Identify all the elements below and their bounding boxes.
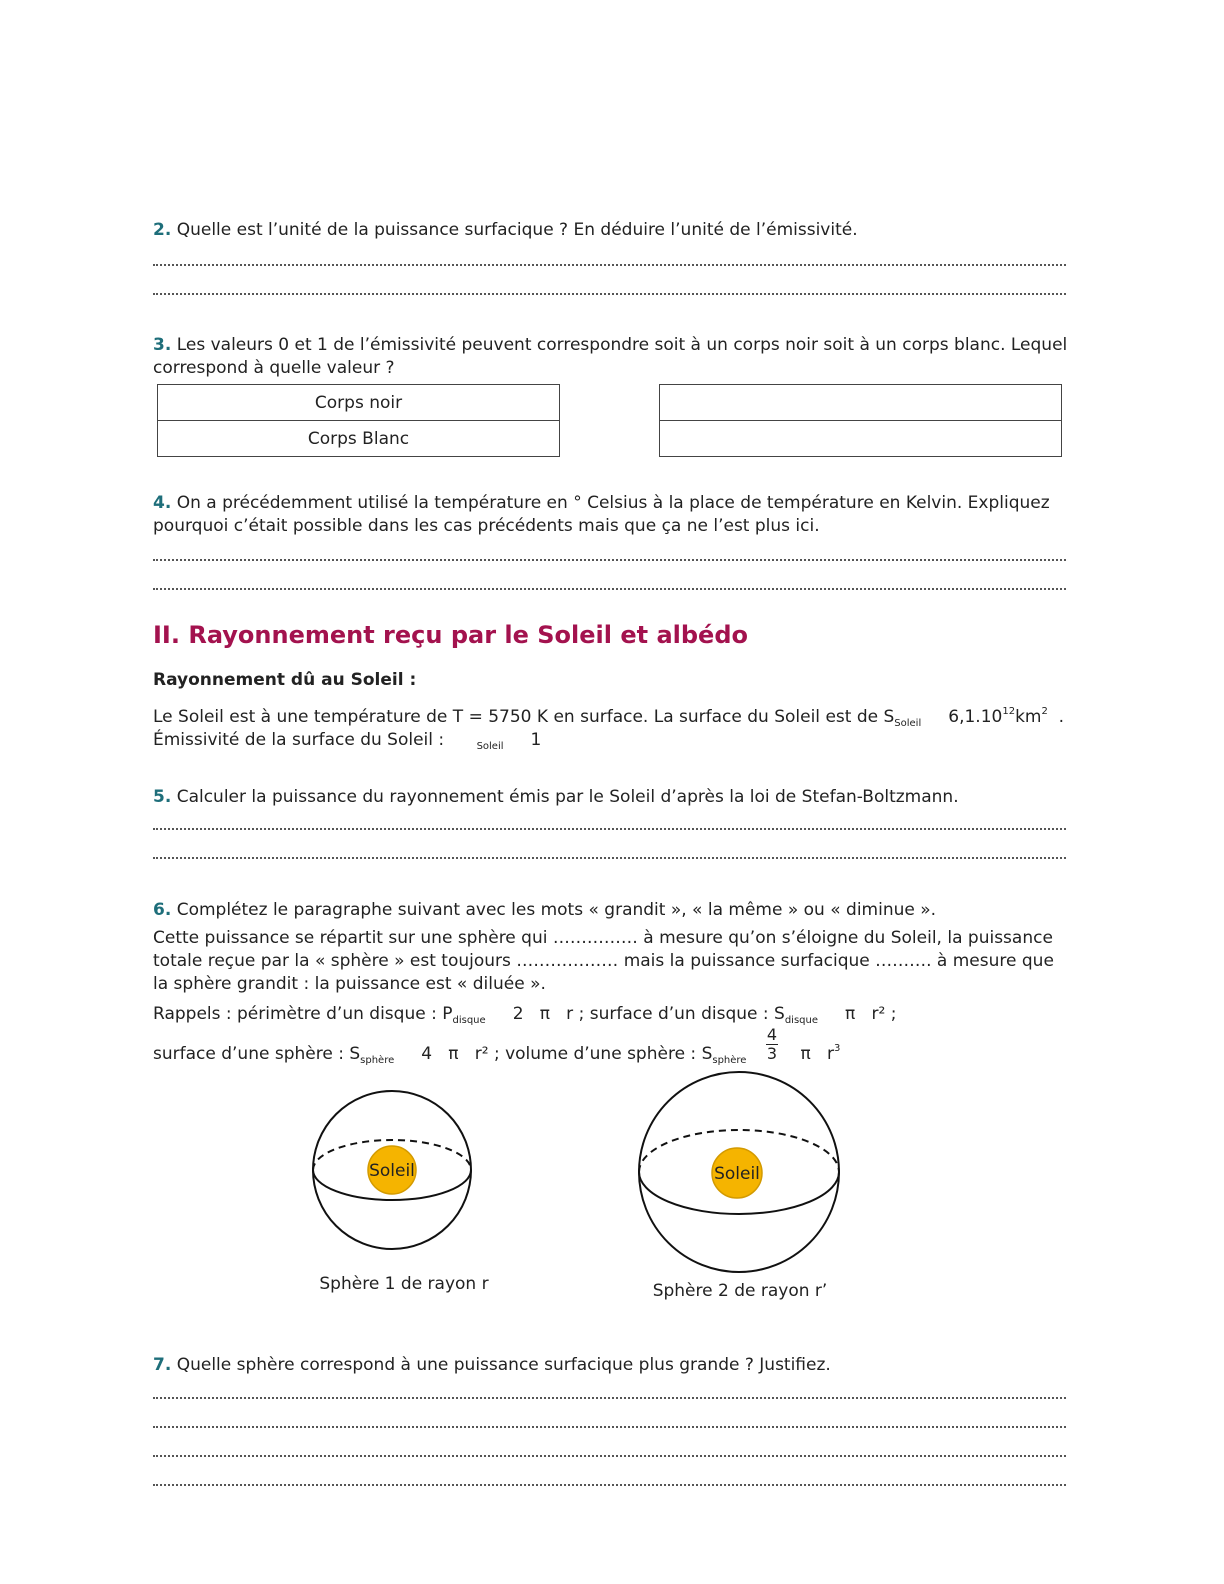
emissivity-text: Émissivité de la surface du Soleil : — [153, 730, 450, 750]
disc-area-formula: π r² — [845, 1004, 886, 1024]
eps-value: 1 — [530, 730, 542, 750]
spheres-figure — [300, 1065, 860, 1280]
v-subscript: sphère — [712, 1055, 747, 1066]
question-text: Quelle sphère correspond à une puissance surfacique plus grande ? Justifiez. — [171, 1355, 831, 1375]
table-answers — [659, 384, 1062, 457]
fill-in-paragraph: Cette puissance se répartit sur une sphère qui …………… à mesure qu’on s’éloigne du Soleil, la puissance totale reçue par la « sphère » est toujours ……………… mais la puissance surfacique ………. à mesure que la sphère grandit : la puissance est « diluée ». — [153, 928, 1054, 994]
section-title: II. Rayonnement reçu par le Soleil et albédo — [153, 621, 748, 649]
reminder-text: surface d’une sphère : — [153, 1044, 350, 1064]
period: . — [1058, 707, 1065, 727]
question-4 — [153, 492, 1068, 538]
emissivity-line — [153, 729, 1068, 758]
s-value: 6,1.10 — [948, 707, 1003, 727]
reminder-text: Rappels : périmètre d’un disque : — [153, 1004, 443, 1024]
s-symbol: S — [883, 707, 895, 727]
volume-formula: π r — [800, 1044, 834, 1064]
reminder-text: ; volume d’une sphère : — [488, 1044, 702, 1064]
s-symbol: S — [774, 1004, 785, 1024]
fraction-numerator: 4 — [766, 1025, 778, 1044]
perimeter-formula: 2 π r — [512, 1004, 574, 1024]
fraction — [764, 1026, 780, 1063]
sun-label: Soleil — [369, 1161, 415, 1181]
answer-cell[interactable] — [660, 421, 1062, 457]
s-unit: km — [1015, 707, 1042, 727]
table-labels — [157, 384, 560, 457]
question-number: 6. — [153, 900, 172, 920]
p-symbol: P — [442, 1004, 453, 1024]
sphere-2 — [639, 1072, 839, 1272]
question-number: 4. — [153, 493, 172, 513]
question-text: Quelle est l’unité de la puissance surfacique ? En déduire l’unité de l’émissivité. — [171, 220, 858, 240]
answer-line — [153, 1455, 1066, 1457]
fraction-denominator: 3 — [766, 1044, 778, 1063]
question-text: Complétez le paragraphe suivant avec les mots « grandit », « la même » ou « diminue ». — [171, 900, 937, 920]
volume-exponent: 3 — [833, 1043, 841, 1054]
sun-text: Le Soleil est à une température de T = 5750 K en surface. La surface du Soleil est de — [153, 707, 884, 727]
answer-line — [153, 1397, 1066, 1399]
question-7 — [153, 1354, 1068, 1377]
reminder-line-1 — [153, 1003, 1068, 1032]
subheading: Rayonnement dû au Soleil : — [153, 670, 417, 690]
question-number: 3. — [153, 335, 172, 355]
question-text: On a précédemment utilisé la température en ° Celsius à la place de température en Kelvin. Expliquez pourquoi c’était possible dans les cas précédents mais que ça ne l’est plus ici. — [153, 493, 1050, 536]
p-subscript: disque — [452, 1015, 486, 1026]
question-5 — [153, 786, 1068, 809]
question-number: 5. — [153, 787, 172, 807]
s-symbol: S — [349, 1044, 361, 1064]
question-text: Calculer la puissance du rayonnement émis par le Soleil d’après la loi de Stefan-Boltzmann. — [171, 787, 959, 807]
s-subscript: disque — [784, 1015, 819, 1026]
question-text: Les valeurs 0 et 1 de l’émissivité peuvent correspondre soit à un corps noir soit à un corps blanc. Lequel correspond à quelle valeur ? — [153, 335, 1068, 378]
sphere-area-formula: 4 π r² — [421, 1044, 489, 1064]
semicolon: ; — [885, 1004, 897, 1024]
sphere-2-caption: Sphère 2 de rayon r’ — [652, 1281, 828, 1301]
s-unit-exponent: 2 — [1041, 706, 1048, 717]
answer-line — [153, 293, 1066, 295]
answer-line — [153, 857, 1066, 859]
answer-cell[interactable] — [660, 385, 1062, 421]
sun-label: Soleil — [714, 1164, 760, 1184]
question-3 — [153, 334, 1068, 380]
question-number: 7. — [153, 1355, 172, 1375]
eps-subscript: Soleil — [476, 741, 504, 752]
reminder-text: ; surface d’un disque : — [573, 1004, 775, 1024]
s-subscript: sphère — [360, 1055, 395, 1066]
question-2 — [153, 219, 1068, 242]
table-cell-corps-noir: Corps noir — [158, 385, 560, 421]
answer-line — [153, 1426, 1066, 1428]
question-number: 2. — [153, 220, 172, 240]
answer-line — [153, 588, 1066, 590]
table-cell-corps-blanc: Corps Blanc — [158, 421, 560, 457]
answer-line — [153, 264, 1066, 266]
answer-line — [153, 559, 1066, 561]
question-6 — [153, 899, 1068, 922]
answer-line — [153, 1484, 1066, 1486]
sphere-1 — [313, 1091, 471, 1249]
s-subscript: Soleil — [894, 718, 922, 729]
s-exponent: 12 — [1002, 706, 1016, 717]
answer-line — [153, 828, 1066, 830]
v-symbol: S — [701, 1044, 713, 1064]
sphere-1-caption: Sphère 1 de rayon r — [319, 1274, 489, 1294]
